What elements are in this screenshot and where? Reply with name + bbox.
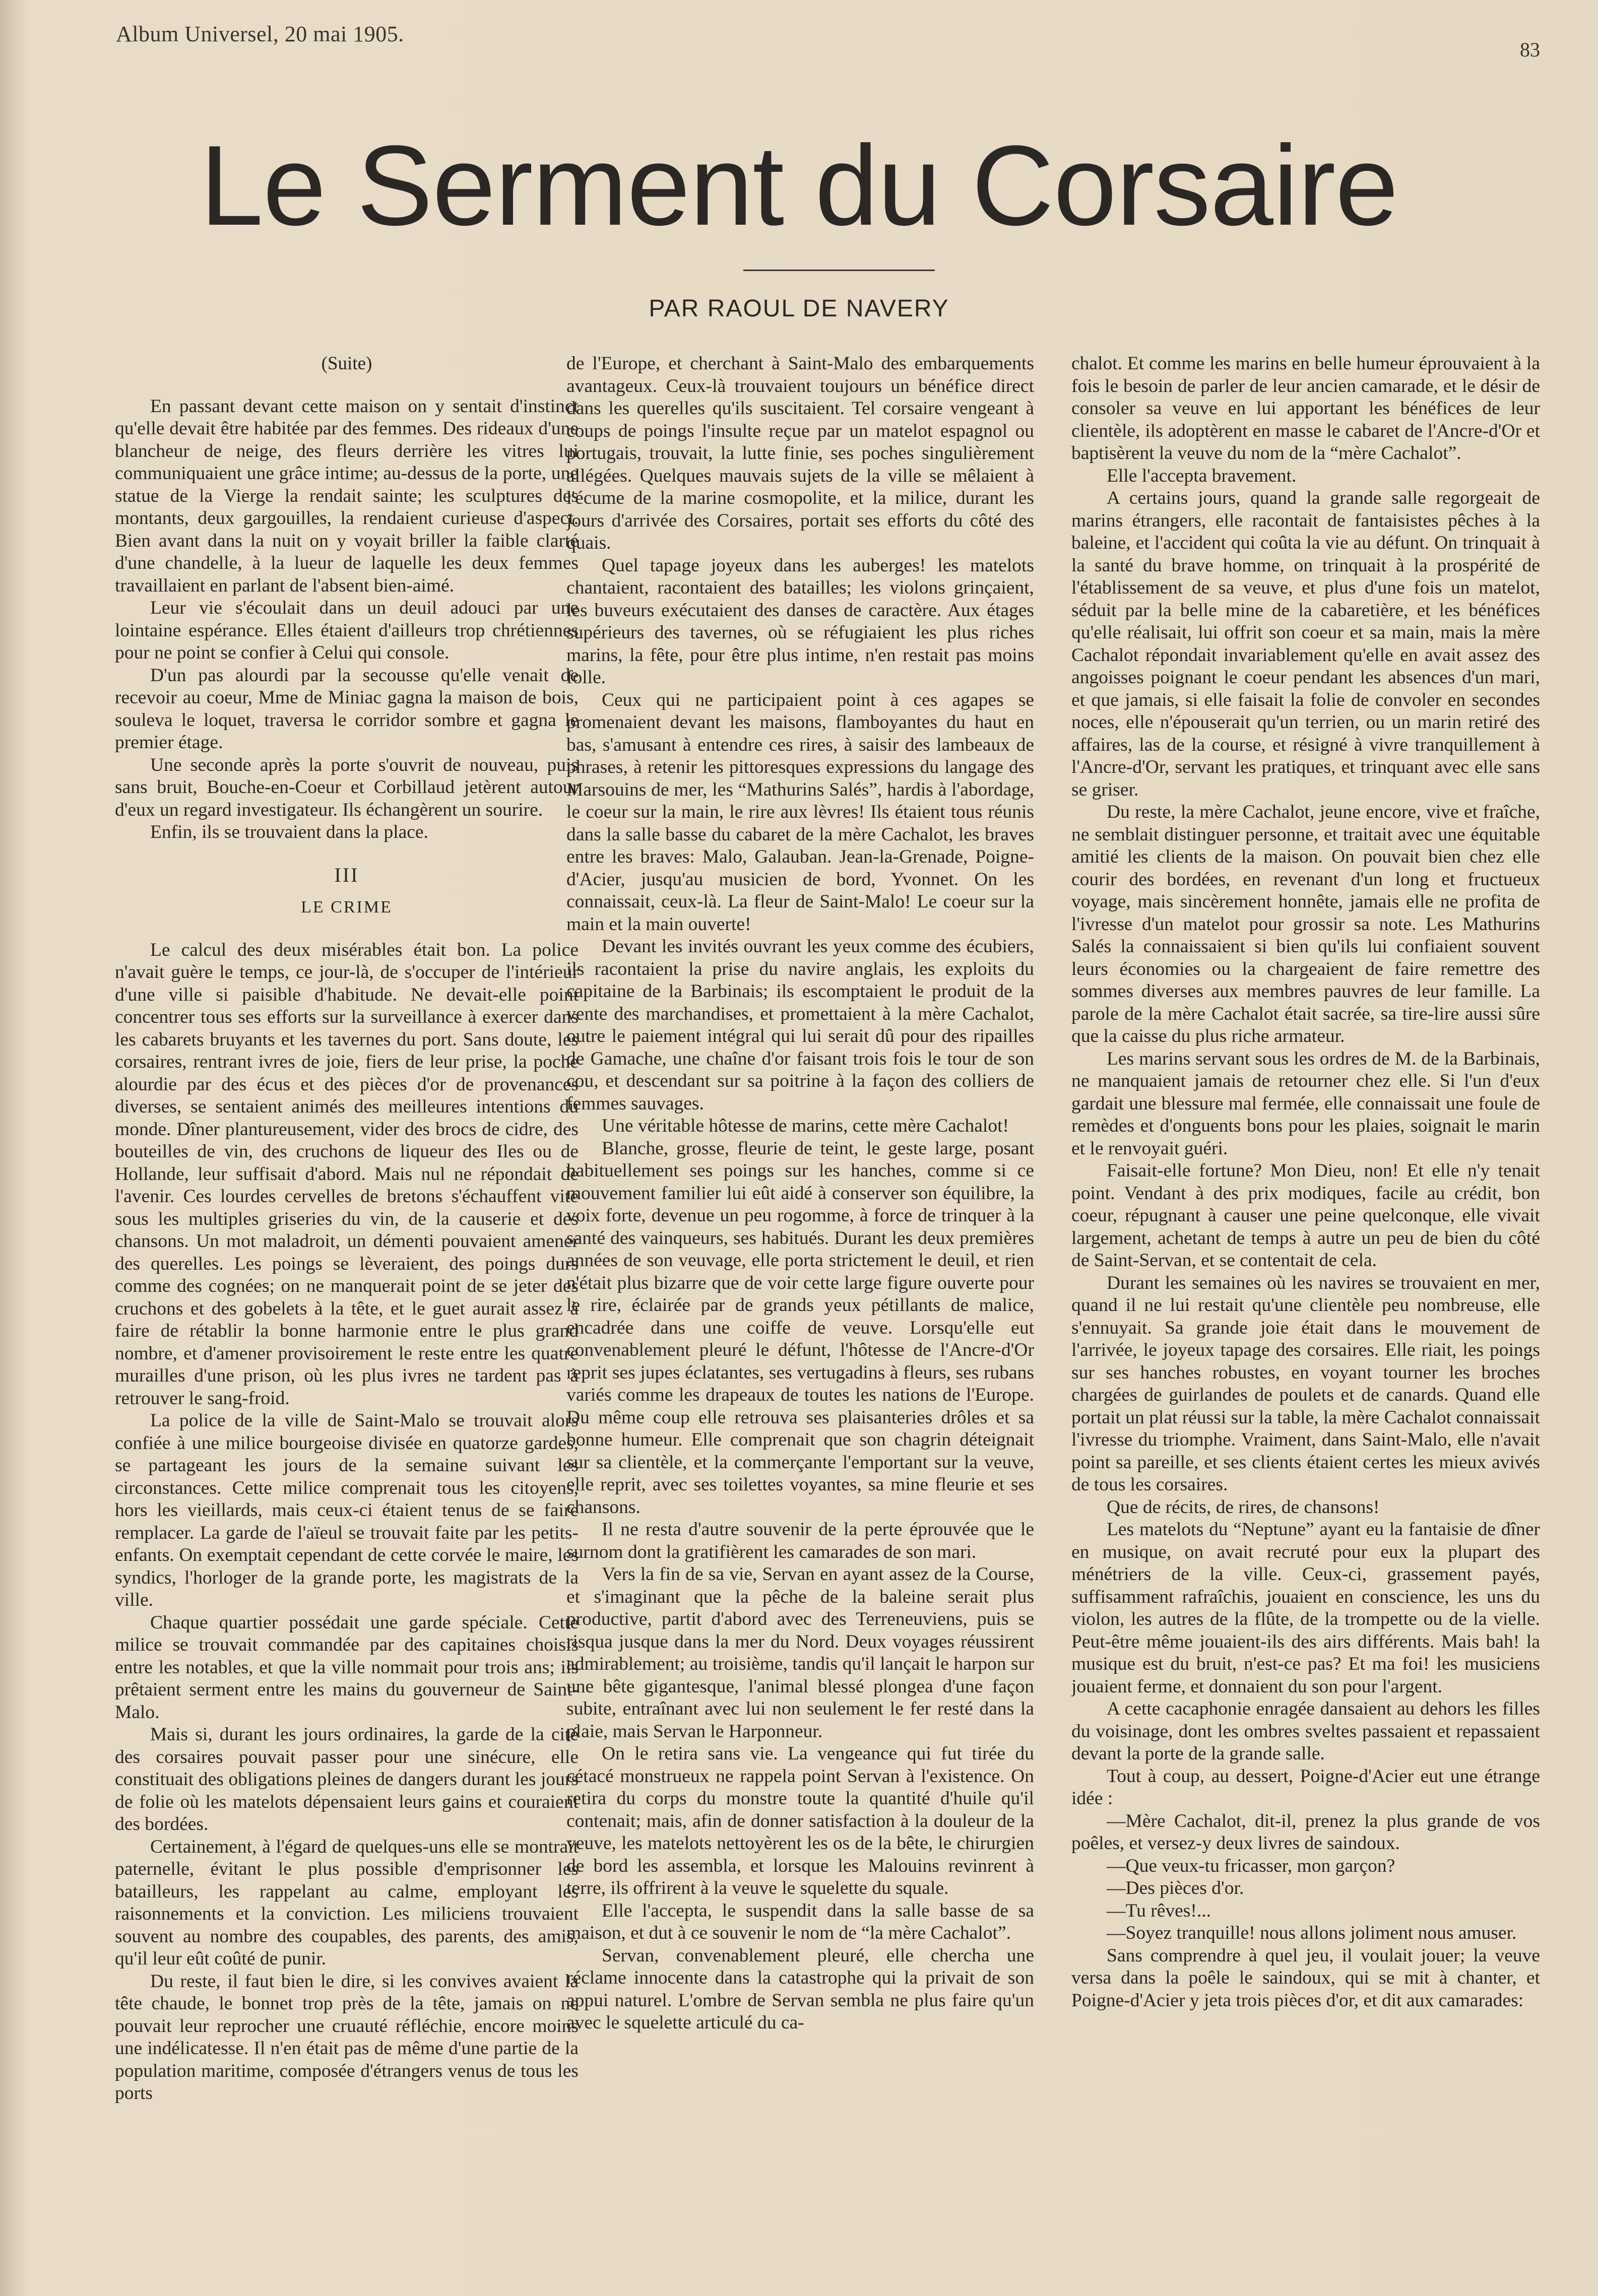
paragraph: Du reste, la mère Cachalot, jeune encore, vive et fraîche, ne semblait distinguer personne, et traitait avec une équitable amitié les clients de la maison. On pouvait bien chez elle courir des bordées, en revenant d'un long et fructueux voyage, mais sincèrement honnête, jamais elle ne profita de l'ivresse d'un matelot pour grossir sa note. Les Mathurins Salés la connaissaient si bien qu'ils lui confiaient souvent leurs économies ou la chargeaient de faire remettre des sommes diverses aux membres pauvres de leur famille. La parole de la mère Cachalot était sacrée, sa tire-lire aussi sûre que la caisse du plus riche armateur.: [1071, 802, 1540, 1046]
paragraph: —Tu rêves!...: [1107, 1900, 1211, 1921]
paragraph: Ceux qui ne participaient point à ces agapes se promenaient devant les maisons, flamboyantes du haut en bas, s'amusant à entendre ces rires, à saisir des lambeaux de phrases, à retenir les pittoresques expressions du langage des Marsouins de mer, les “Mathurins Salés”, hardis à l'abordage, le coeur sur la main, le rire aux lèvres! Ils étaient tous réunis dans la salle basse du cabaret de la mère Cachalot, les braves entre les braves: Malo, Galauban. Jean-la-Grenade, Poigne-d'Acier, jusqu'au musicien de bord, Yvonnet. On les connaissait, ceux-là. La fleur de Saint-Malo! Le coeur sur la main et la main ouverte!: [566, 689, 1034, 935]
paragraph: Du reste, il faut bien le dire, si les convives avaient la tête chaude, le bonnet trop près de la tête, jamais on ne pouvait leur reprocher une cruauté réfléchie, encore moins une indélicatesse. Il n'en était pas de même d'une partie de la population maritime, composée d'étrangers venus de tous les ports: [115, 1971, 579, 2104]
paragraph: Blanche, grosse, fleurie de teint, le geste large, posant habituellement ses poings sur les hanches, comme si ce mouvement familier lui eût aidé à conserver son équilibre, la voix forte, devenue un peu rogomme, à force de trinquer à la santé des vainqueurs, ses habitués. Durant les deux premières années de son veuvage, elle porta strictement le deuil, et rien n'était plus bizarre que de voir cette large figure ouverte pour le rire, éclairée par de grands yeux pétillants de malice, encadrée dans une coiffe de veuve. Lorsqu'elle eut convenablement pleuré le défunt, l'hôtesse de l'Ancre-d'Or reprit ses jupes éclatantes, ses vertugadins à fleurs, ses rubans variés comme les drapeaux de toutes les nations de l'Europe. Du même coup elle retrouva ses plaisanteries drôles et sa bonne humeur. Elle comprenait que son chagrin déteignait sur sa clientèle, et la commerçante l'emportant sur la veuve, elle reprit, avec ses toilettes voyantes, sa mine fleurie et ses chansons.: [566, 1138, 1034, 1518]
paragraph: Enfin, ils se trouvaient dans la place.: [150, 822, 428, 842]
paragraph: Tout à coup, au dessert, Poigne-d'Acier eut une étrange idée :: [1071, 1765, 1540, 1809]
paragraph: Elle l'accepta, le suspendit dans la salle basse de sa maison, et dut à ce souvenir le nom de “la mère Cachalot”.: [566, 1900, 1034, 1943]
chapter-number: III: [334, 863, 359, 886]
paragraph: Durant les semaines où les navires se trouvaient en mer, quand il ne lui restait qu'une clientèle peu nombreuse, elle s'ennuyait. Sa grande joie était dans le mouvement de l'arrivée, le joyeux tapage des corsaires. Elle riait, les poings sur ses hanches robustes, en voyant tourner les broches chargées de guirlandes de poulets et de canards. Quand elle portait un plat réussi sur la table, la mère Cachalot connaissait l'ivresse du triomphe. Vraiment, dans Saint-Malo, elle n'avait point sa pareille, et ses clients étaient certes les mieux avivés de tous les corsaires.: [1071, 1272, 1540, 1495]
paragraph: Vers la fin de sa vie, Servan en ayant assez de la Course, et s'imaginant que la pêche de la baleine serait plus productive, partit d'abord avec des Terreneuviens, puis se risqua jusque dans la mer du Nord. Deux voyages réussirent admirablement; au troisième, tandis qu'il lançait le harpon sur une bête gigantesque, l'animal blessé plongea d'une façon subite, entraînant avec lui non seulement le fer resté dans la plaie, mais Servan le Harponneur.: [566, 1564, 1034, 1742]
paragraph: Une seconde après la porte s'ouvrit de nouveau, puis sans bruit, Bouche-en-Coeur et Corbillaud jetèrent autour d'eux un regard investigateur. Ils échangèrent un sourire.: [115, 754, 579, 820]
running-header: Album Universel, 20 mai 1905.: [116, 22, 404, 46]
paragraph: On le retira sans vie. La vengeance qui fut tirée du cétacé monstrueux ne rappela point Servan à l'existence. On retira du corps du monstre toute la quantité d'huile qu'il contenait; mais, afin de donner satisfaction à la douleur de la veuve, les matelots nettoyèrent les os de la bête, le chirurgien de bord les assembla, et lorsque les Malouins revinrent à terre, ils offrirent à la veuve le squelette du squale.: [566, 1743, 1034, 1898]
paragraph: —Mère Cachalot, dit-il, prenez la plus grande de vos poêles, et versez-y deux livres de saindoux.: [1071, 1810, 1540, 1854]
text-column-1: [115, 353, 579, 2282]
paragraph: Les marins servant sous les ordres de M. de la Barbinais, ne manquaient jamais de retourner chez elle. Si l'un d'eux gardait une blessure mal fermée, elle connaissait une foule de remèdes et d'onguents bons pour les plaies, soignait le marin et le renvoyait guéri.: [1071, 1048, 1540, 1159]
paragraph: Elle l'accepta bravement.: [1107, 465, 1297, 486]
paragraph: Une véritable hôtesse de marins, cette mère Cachalot!: [602, 1116, 1009, 1136]
paragraph: —Que veux-tu fricasser, mon garçon?: [1107, 1855, 1395, 1876]
paragraph: de l'Europe, et cherchant à Saint-Malo des embarquements avantageux. Ceux-là trouvaient toujours un bénéfice direct dans les querelles qu'ils suscitaient. Tel corsaire vengeant à coups de poings l'insulte reçue par un matelot espagnol ou portugais, trouvait, la lutte finie, ses poches singulièrement allégées. Quelques mauvais sujets de la ville se mêlaient à l'écume de la marine cosmopolite, et la milice, durant les jours d'arrivée des Corsaires, portait ses efforts du côté des quais.: [566, 353, 1034, 553]
paragraph: Mais si, durant les jours ordinaires, la garde de la cité des corsaires pouvait passer pour une sinécure, elle constituait des obligations pleines de dangers durant les jours de folie où les matelots dépensaient leurs gains et couraient des bordées.: [115, 1724, 579, 1834]
paragraph: Les matelots du “Neptune” ayant eu la fantaisie de dîner en musique, on avait recruté pour eux la plupart des ménétriers de la ville. Ceux-ci, grassement payés, suffisamment rafraîchis, jouaient en conscience, les uns du violon, les autres de la flûte, de la trompette ou de la vielle. Peut-être même jouaient-ils des airs différents. Mais bah! la musique est du bruit, n'est-ce pas? Et ma foi! les musiciens jouaient ferme, et donnaient du son pour l'argent.: [1071, 1519, 1540, 1697]
paragraph: Il ne resta d'autre souvenir de la perte éprouvée que le surnom dont la gratifièrent les camarades de son mari.: [566, 1519, 1034, 1562]
paragraph: D'un pas alourdi par la secousse qu'elle venait de recevoir au coeur, Mme de Miniac gagna la maison de bois, souleva le loquet, traversa le corridor sombre et gagna le premier étage.: [115, 665, 579, 753]
article-byline: PAR RAOUL DE NAVERY: [649, 295, 949, 322]
paragraph: Faisait-elle fortune? Mon Dieu, non! Et elle n'y tenait point. Vendant à des prix modiques, facile au crédit, bon coeur, répugnant à causer une peine quelconque, elle vivait largement, achetant de temps à autre un peu de bien du côté de Saint-Servan, et se contentait de cela.: [1071, 1160, 1540, 1271]
paragraph: Leur vie s'écoulait dans un deuil adouci par une lointaine espérance. Elles étaient d'ailleurs trop chrétiennes pour ne point se confier à Celui qui console.: [115, 598, 579, 663]
paragraph: Devant les invités ouvrant les yeux comme des écubiers, ils racontaient la prise du navire anglais, les exploits du capitaine de la Barbinais; ils escomptaient le produit de la vente des marchandises, et promettaient à la mère Cachalot, outre le paiement intégral qui lui serait dû pour des ripailles de Gamache, une chaîne d'or faisant trois fois le tour de son cou, et descendant sur sa poitrine à la façon des colliers de femmes sauvages.: [566, 936, 1034, 1114]
article-title: Le Serment du Corsaire: [200, 121, 1398, 249]
paragraph: chalot. Et comme les marins en belle humeur éprouvaient à la fois le besoin de parler de leur ancien camarade, et le désir de consoler sa veuve en lui apportant les bénéfices de leur clientèle, ils adoptèrent en masse le cabaret de l'Ancre-d'Or et baptisèrent la veuve du nom de la “mère Cachalot”.: [1071, 353, 1540, 464]
paragraph: Certainement, à l'égard de quelques-uns elle se montrait paternelle, évitant le plus possible d'emprisonner les batailleurs, les rappelant au calme, employant les raisonnements et la conviction. Les miliciens trouvaient souvent au nombre des coupables, des parents, des amis, qu'il leur eût coûté de punir.: [115, 1836, 579, 1969]
paragraph: Le calcul des deux misérables était bon. La police n'avait guère le temps, ce jour-là, de s'occuper de l'intérieur d'une ville si paisible d'habitude. Ne devait-elle point concentrer tous ses efforts sur la surveillance à exercer dans les cabarets bruyants et les tavernes du port. Sans doute, les corsaires, rentrant ivres de joie, fiers de leur prise, la poche alourdie par des écus et des pièces d'or de provenances diverses, se sentaient animés des meilleures intentions du monde. Dîner plantureusement, vider des brocs de cidre, des bouteilles de vin, des cruchons de liqueur des Iles ou de Hollande, leur suffisait d'abord. Mais nul ne répondait de l'avenir. Ces lourdes cervelles de bretons s'échauffent vite sous les multiples griseries du vin, de la causerie et des chansons. Un mot maladroit, un démenti pouvaient amener des querelles. Les poings se lèveraient, des poings durs comme des cognées; on ne manquerait point de se jeter des cruchons et des gobelets à la tête, et le guet aurait assez à faire de rétablir la bonne harmonie entre le plus grand nombre, et d'amener provisoirement le reste entre les quatre murailles d'une prison, où les plus ivres ne tardent pas à retrouver le sang-froid.: [115, 939, 579, 1409]
paragraph: Chaque quartier possédait une garde spéciale. Cette milice se trouvait commandée par des capitaines choisis entre les notables, et que la ville nommait pour trois ans; ils prêtaient serment entre les mains du gouverneur de Saint-Malo.: [115, 1612, 579, 1723]
paragraph: Que de récits, de rires, de chansons!: [1107, 1496, 1380, 1518]
text-column-3: [1071, 353, 1540, 2282]
paragraph: Sans comprendre à quel jeu, il voulait jouer; la veuve versa dans la poêle le saindoux, qui se mit à chanter, et Poigne-d'Acier y jeta trois pièces d'or, et dit aux camarades:: [1071, 1945, 1540, 2011]
column-1-paragraphs-after: [115, 939, 579, 2105]
paragraph: A certains jours, quand la grande salle regorgeait de marins étrangers, elle racontait de fantaisistes pêches à la baleine, et l'accident qui coûta la vie au défunt. On trinquait à la santé du brave homme, on trinquait à la prospérité de l'établissement de sa veuve, et plus d'une fois un matelot, séduit par la belle mine de la cabaretière, et les bénéfices qu'elle réalisait, lui offrit son coeur et sa main, mais la mère Cachalot répondait invariablement qu'elle en avait assez des angoisses poignant le coeur pendant les absences d'un mari, et que jamais, si elle faisait la folie de convoler en secondes noces, elle n'épouserait qu'un terrien, ou un marin retiré des affaires, las de la course, et résigné à vivre tranquillement à l'Ancre-d'Or, servant les pratiques, et trinquant avec elle sans se griser.: [1071, 488, 1540, 800]
title-divider: [743, 270, 935, 271]
paragraph: Quel tapage joyeux dans les auberges! les matelots chantaient, racontaient des batailles; les violons grinçaient, les buveurs exécutaient des danses de caractère. Aux étages supérieurs des tavernes, où se réfugiaient les plus riches marins, la fête, pour être plus intime, n'en restait pas moins folle.: [566, 555, 1034, 688]
paragraph: —Des pièces d'or.: [1107, 1878, 1244, 1898]
paragraph: A cette cacaphonie enragée dansaient au dehors les filles du voisinage, dont les ombres sveltes passaient et repassaient devant la porte de la grande salle.: [1071, 1698, 1540, 1764]
chapter-title: LE CRIME: [301, 898, 393, 916]
column-1-paragraphs-before: [115, 396, 579, 844]
paragraph: En passant devant cette maison on y sentait d'instinct qu'elle devait être habitée par des femmes. Des rideaux d'une blancheur de neige, des fleurs derrière les vitres lui communiquaient une grâce intime; au-dessus de la porte, une statue de la Vierge la rendait sainte; les sculptures des montants, deux gargouilles, la rendaient curieuse d'aspect. Bien avant dans la nuit on y voyait briller la faible clarté d'une chandelle, à la lueur de laquelle les deux femmes travaillaient en parlant de l'absent bien-aimé.: [115, 396, 579, 596]
paragraph: Servan, convenablement pleuré, elle chercha une réclame innocente dans la catastrophe qui la privait de son appui naturel. L'ombre de Servan sembla ne plus faire qu'un avec le squelette articulé du ca-: [566, 1945, 1034, 2033]
paragraph: —Soyez tranquille! nous allons joliment nous amuser.: [1107, 1923, 1517, 1943]
page-number: 83: [1520, 38, 1540, 61]
paragraph: La police de la ville de Saint-Malo se trouvait alors confiée à une milice bourgeoise divisée en quatorze gardes, se partageant les jours de la semaine suivant les circonstances. Cette milice comprenait tous les citoyens, hors les vieillards, mais ceux-ci étaient tenus de se faire remplacer. La garde de l'aïeul se trouvait faite par les petits-enfants. On exemptait cependant de cette corvée le maire, les syndics, l'horloger de la grande porte, les magistrats de la ville.: [115, 1410, 579, 1610]
text-column-2: [566, 353, 1034, 2282]
suite-label: (Suite): [321, 353, 372, 374]
